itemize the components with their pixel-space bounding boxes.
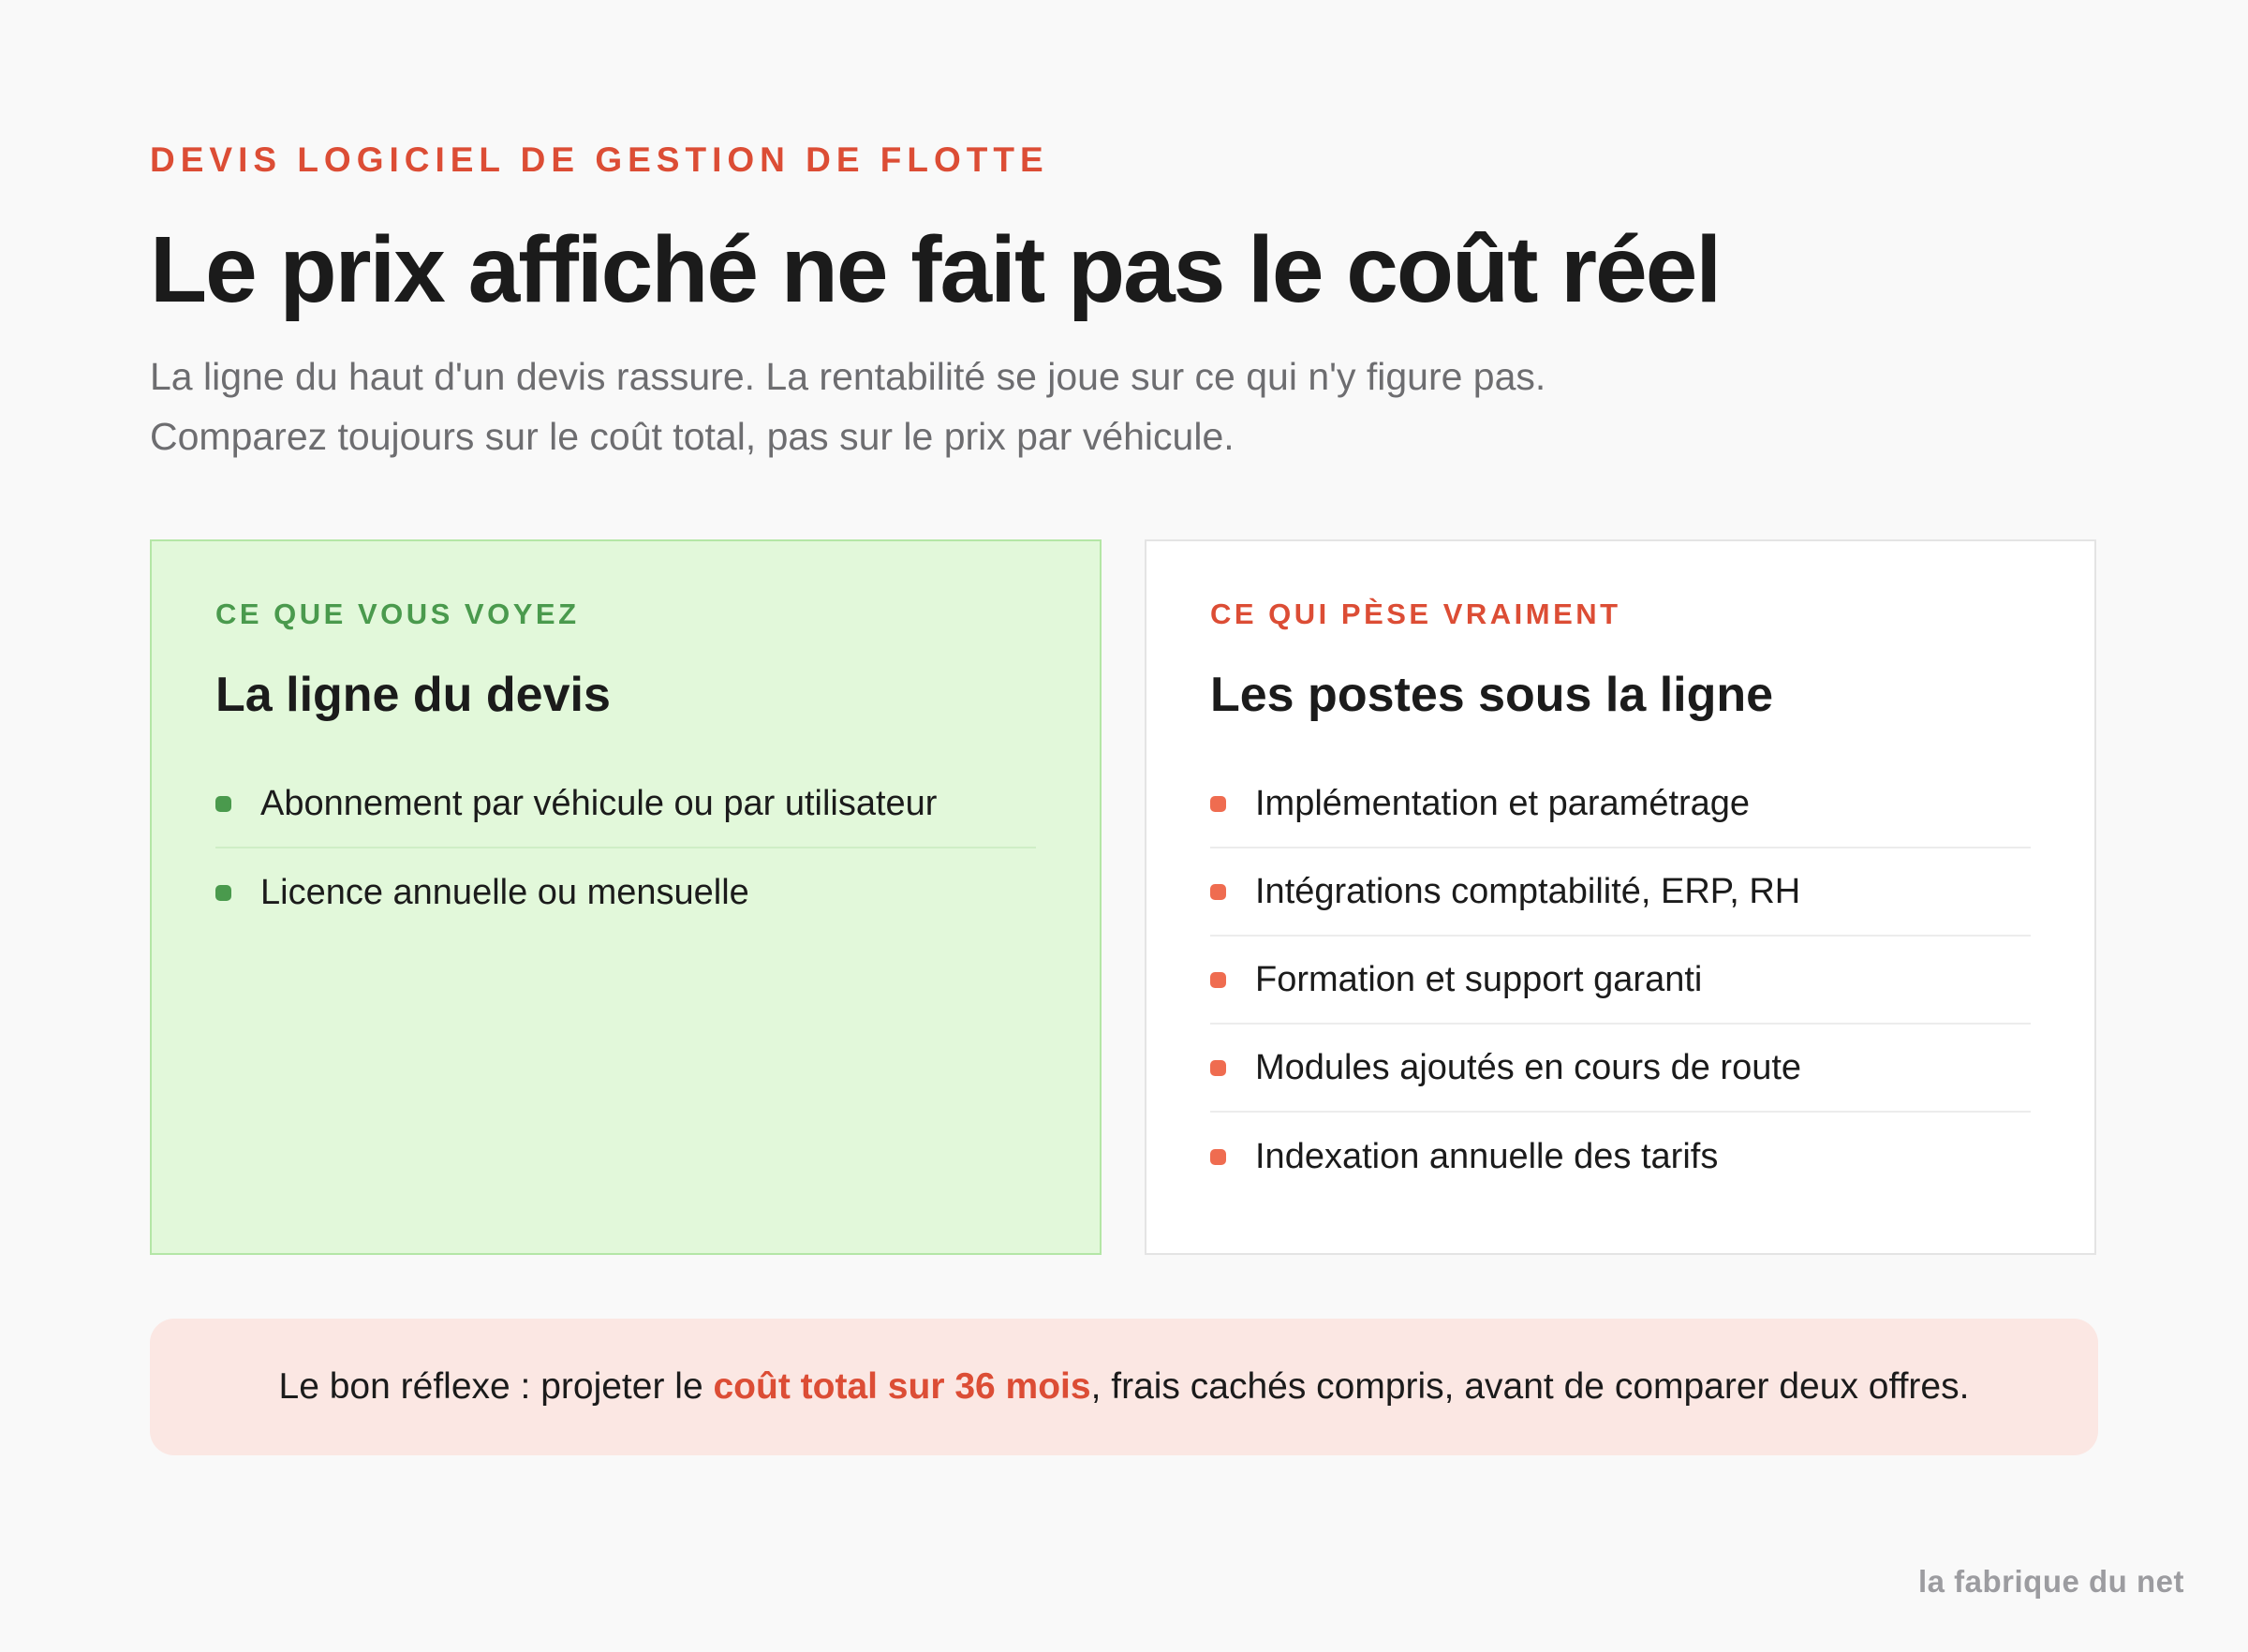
- bullet-icon: [1210, 1149, 1226, 1165]
- bullet-icon: [1210, 796, 1226, 812]
- list-item-label: Abonnement par véhicule ou par utilisateur: [260, 783, 938, 823]
- list-item: [1210, 937, 2031, 1025]
- bullet-icon: [215, 885, 231, 901]
- callout-highlight: coût total sur 36 mois: [713, 1366, 1091, 1407]
- list-item-label: Licence annuelle ou mensuelle: [260, 872, 749, 912]
- list-item: [215, 848, 1036, 937]
- callout-text: [279, 1366, 1970, 1408]
- list-item-label: Intégrations comptabilité, ERP, RH: [1255, 871, 1801, 911]
- subtitle-line: La ligne du haut d'un devis rassure. La rentabilité se joue sur ce qui n'y figure pas.: [150, 355, 1546, 398]
- list-item-label: Indexation annuelle des tarifs: [1255, 1136, 1719, 1176]
- subtitle: [150, 347, 1546, 466]
- callout-text-after: , frais cachés compris, avant de comparer deux offres.: [1090, 1366, 1970, 1407]
- list-item: [1210, 760, 2031, 848]
- list-item-label: Modules ajoutés en cours de route: [1255, 1047, 1802, 1087]
- list-item: [1210, 848, 2031, 937]
- list-item-label: Formation et support garanti: [1255, 959, 1703, 999]
- card-title: Les postes sous la ligne: [1210, 668, 1774, 722]
- card-kicker: CE QUE VOUS VOYEZ: [215, 597, 580, 630]
- bullet-icon: [215, 796, 231, 812]
- list-item: [1210, 1025, 2031, 1113]
- visible-costs-list: [215, 760, 1036, 937]
- bullet-icon: [1210, 884, 1226, 900]
- bullet-icon: [1210, 972, 1226, 988]
- bullet-icon: [1210, 1060, 1226, 1076]
- callout-banner: [150, 1319, 2098, 1455]
- card-title: La ligne du devis: [215, 668, 611, 722]
- hidden-costs-list: [1210, 760, 2031, 1201]
- page-title: Le prix affiché ne fait pas le coût réel: [150, 217, 1721, 322]
- list-item: [1210, 1113, 2031, 1201]
- brand-footer: la fabrique du net: [1917, 1564, 2184, 1599]
- list-item: [215, 760, 1036, 848]
- visible-costs-card: [150, 539, 1102, 1255]
- callout-text-before: Le bon réflexe : projeter le: [278, 1366, 714, 1407]
- eyebrow-label: DEVIS LOGICIEL DE GESTION DE FLOTTE: [150, 140, 1049, 179]
- hidden-costs-card: [1145, 539, 2096, 1255]
- subtitle-line: Comparez toujours sur le coût total, pas sur le prix par véhicule.: [150, 415, 1235, 458]
- list-item-label: Implémentation et paramétrage: [1255, 783, 1751, 823]
- card-kicker: CE QUI PÈSE VRAIMENT: [1210, 597, 1621, 630]
